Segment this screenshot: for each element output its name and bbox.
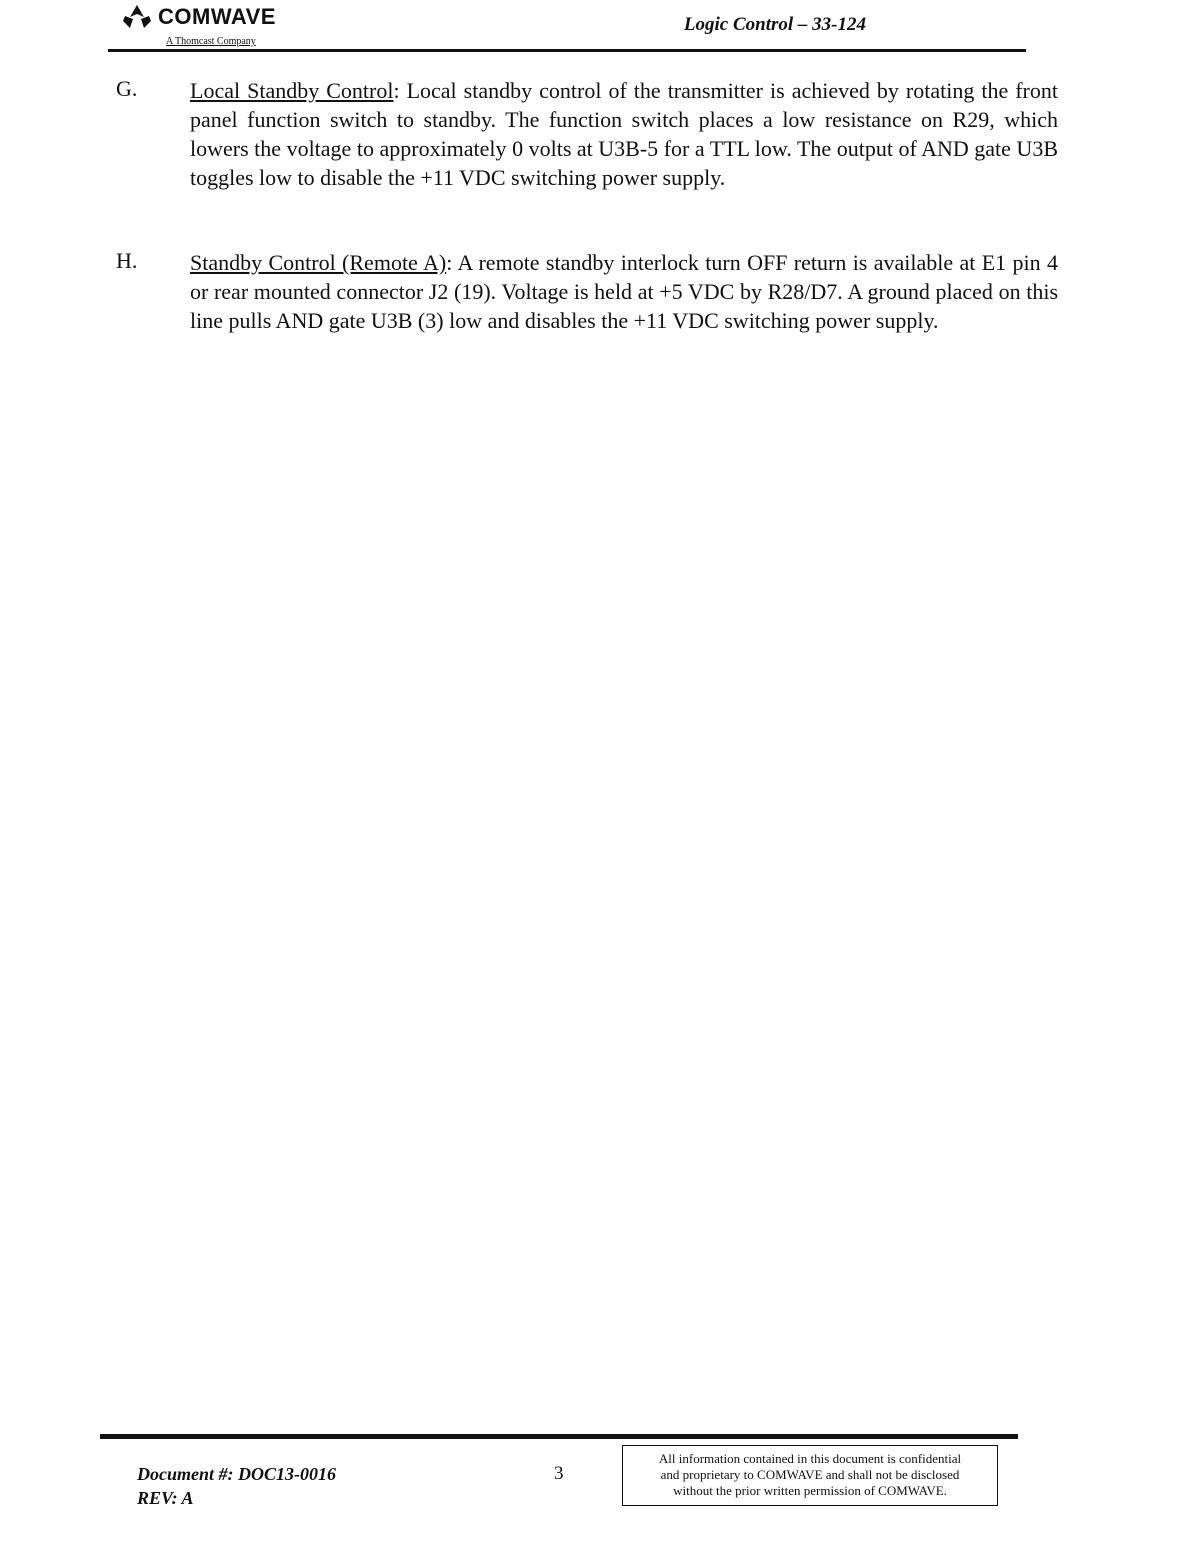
notice-line: All information contained in this document is confidential	[658, 1451, 962, 1466]
item-heading: Local Standby Control	[190, 78, 394, 103]
page-header	[108, 0, 1026, 56]
item-body: : Local standby control of the transmitter is achieved by rotating the front panel function switch to standby. The function switch places a low resistance on R29, which lowers the voltage to approximately 0 volts at U3B-5 for a TTL low. The output of AND gate U3B toggles low to disable the +11 VDC switching power supply.	[190, 78, 1058, 190]
notice-line: and proprietary to COMWAVE and shall not be disclosed	[660, 1467, 960, 1482]
footer-rule	[100, 1434, 1018, 1439]
item-heading: Standby Control (Remote A)	[190, 250, 447, 275]
document-info	[137, 1462, 336, 1510]
section-item-g	[116, 76, 1058, 192]
item-text	[190, 248, 1058, 335]
logo-subtitle: A Thomcast Company	[166, 36, 256, 47]
header-rule	[108, 49, 1026, 52]
logo-name: COMWAVE	[158, 4, 276, 29]
confidentiality-notice	[622, 1445, 998, 1506]
header-title: Logic Control – 33-124	[683, 14, 866, 35]
document-number: Document #: DOC13-0016	[137, 1464, 336, 1484]
notice-line: without the prior written permission of COMWAVE.	[673, 1483, 947, 1498]
item-letter: H.	[116, 248, 138, 273]
page-number: 3	[554, 1463, 564, 1484]
section-item-h	[116, 248, 1058, 335]
comwave-logo-icon	[122, 4, 152, 30]
company-logo	[122, 4, 276, 30]
item-body: : A remote standby interlock turn OFF return is available at E1 pin 4 or rear mounted connector J2 (19). Voltage is held at +5 VDC by R28/D7. A ground placed on this line pulls AND gate U3B (3) low and disables the +11 VDC switching power supply.	[190, 250, 1059, 333]
item-text	[190, 76, 1058, 192]
document-revision: REV: A	[137, 1488, 194, 1508]
item-letter: G.	[116, 76, 138, 101]
